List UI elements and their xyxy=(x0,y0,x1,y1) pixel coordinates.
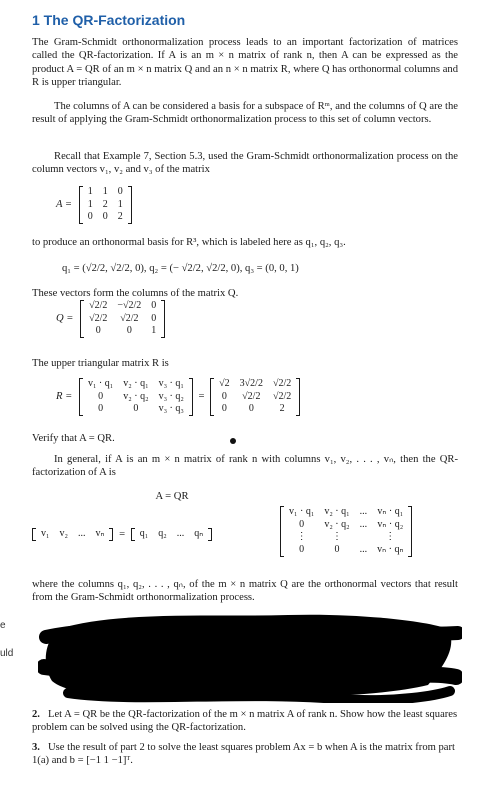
matrix-cell: −√2/2 xyxy=(117,300,142,311)
matrix-cell: 0 xyxy=(98,390,104,402)
intro-paragraph: The Gram-Schmidt orthonormalization process leads to an important factorization of matrices called the QR-factorization. If A is an m × n matrix of rank n, then A can be expressed as the product A = QR of an m × n matrix Q and an n × n matrix R, where Q has orthonormal columns and R is upper triangular. xyxy=(32,37,458,89)
matrix-cell: v₃ · q₁ xyxy=(158,378,184,389)
matrix-cell: q₁ xyxy=(139,528,149,540)
exercise-text: Use the result of part 2 to solve the least squares problem Ax = b when A is the matrix from part 1(a) and b = [−1 1 −1]ᵀ. xyxy=(32,742,455,767)
matrix-cell: v₂ · q₁ xyxy=(123,378,149,389)
matrix-cell: vₙ xyxy=(95,528,105,540)
matrix-cell: v₁ xyxy=(41,528,50,540)
equals-sign: = xyxy=(198,391,205,403)
matrix-cell: 0 xyxy=(98,403,104,415)
matrix-cell: 1 xyxy=(102,186,108,197)
matrix-cell: 0 xyxy=(95,325,101,337)
q-columns-paragraph: These vectors form the columns of the matrix Q. xyxy=(32,288,239,299)
matrix-cell: √2/2 xyxy=(272,378,292,389)
redaction-scribble xyxy=(38,607,462,703)
matrix-cell: √2/2 xyxy=(89,300,108,311)
exercise-text: Let A = QR be the QR-factorization of the m × n matrix A of rank n. Show how the least squares problem can be solved using the QR-factorization. xyxy=(32,709,458,734)
section-title: 1 The QR-Factorization xyxy=(32,12,186,28)
matrix-cell: vₙ · q₁ xyxy=(377,506,404,517)
matrix-r-numeric xyxy=(210,378,300,416)
general-equation: A = QR xyxy=(155,491,189,502)
equals-sign: = xyxy=(119,529,126,540)
matrix-cell: 1 xyxy=(151,325,157,337)
matrix-cell: ... xyxy=(359,506,368,517)
matrix-cell: 0 xyxy=(248,403,254,415)
matrix-cell: 0 xyxy=(221,390,227,402)
matrix-cell: qₙ xyxy=(194,528,204,540)
general-paragraph: In general, if A is an m × n matrix of rank n with columns v₁, v₂, . . . , vₙ, then the QR-factorization of A is xyxy=(32,454,458,479)
matrix-cell: 0 xyxy=(151,312,157,324)
matrix-cell: 2 xyxy=(102,198,108,210)
matrix-cell: √2/2 xyxy=(242,390,261,402)
matrix-r-label: R = xyxy=(56,391,73,403)
matrix-cell: 0 xyxy=(117,186,123,197)
side-fragment-uld: uld xyxy=(0,648,14,659)
matrix-cell: 2 xyxy=(117,211,123,223)
matrix-cell: 0 xyxy=(334,544,340,556)
side-fragment-e: e xyxy=(0,620,6,631)
matrix-cell: √2/2 xyxy=(120,312,139,324)
recall-paragraph: Recall that Example 7, Section 5.3, used the Gram-Schmidt orthonormalization process on the column vectors v₁, v₂ and v₃ of the matrix xyxy=(32,151,458,176)
matrix-cell: √2/2 xyxy=(272,390,292,402)
matrix-cell: q₂ xyxy=(158,528,167,540)
matrix-cell: v₂ · q₂ xyxy=(123,390,149,402)
matrix-cell: v₁ · q₁ xyxy=(289,506,315,517)
matrix-a-block xyxy=(56,186,132,224)
basis-paragraph: to produce an orthonormal basis for R³, which is labeled here as q₁, q₂, q₃. xyxy=(32,237,346,248)
exercise-number: 2. xyxy=(32,709,40,720)
matrix-cell: v₁ · q₁ xyxy=(87,378,114,389)
matrix-cell: √2 xyxy=(219,378,230,389)
matrix-cell: ⋮ xyxy=(296,531,307,543)
matrix-cell: 0 xyxy=(299,518,305,530)
matrix-cell: v₂ · q₂ xyxy=(324,518,350,530)
exercise-number: 3. xyxy=(32,742,40,753)
matrix-q-columns xyxy=(131,528,212,541)
matrix-cell: vₙ · q₂ xyxy=(377,518,404,530)
exercise-item-3 xyxy=(32,741,460,768)
matrix-cell: v₂ xyxy=(59,528,68,540)
matrix-cell: 0 xyxy=(87,211,93,223)
matrix-cell: 1 xyxy=(87,186,93,197)
matrix-cell: ... xyxy=(176,528,185,540)
matrix-cell: 2 xyxy=(279,403,285,415)
matrix-v-columns xyxy=(32,528,113,541)
matrix-cell: ⋮ xyxy=(331,531,342,543)
exercise-item-2 xyxy=(32,708,460,735)
matrix-a-label: A = xyxy=(56,199,73,211)
matrix-r-block xyxy=(56,378,300,416)
matrix-a xyxy=(79,186,132,224)
matrix-cell: 3√2/2 xyxy=(239,378,263,389)
matrix-cell: v₂ · q₁ xyxy=(324,506,350,517)
matrix-cell: v₃ · q₃ xyxy=(158,403,184,415)
matrix-cell: v₃ · q₂ xyxy=(158,390,184,402)
matrix-cell: 0 xyxy=(221,403,227,415)
matrix-cell: vₙ · qₙ xyxy=(377,544,404,556)
upper-triangular-paragraph: The upper triangular matrix R is xyxy=(32,358,169,369)
matrix-cell: ... xyxy=(359,518,368,530)
matrix-cell: 0 xyxy=(126,325,132,337)
general-factorization xyxy=(32,506,460,556)
matrix-cell: 0 xyxy=(299,544,305,556)
matrix-cell: 1 xyxy=(117,198,123,210)
matrix-cell: √2/2 xyxy=(89,312,108,324)
matrix-cell: ⋮ xyxy=(385,531,396,543)
matrix-r-symbolic xyxy=(79,378,193,416)
matrix-cell: 0 xyxy=(151,300,157,311)
verify-text: Verify that A = QR. xyxy=(32,433,115,444)
matrix-cell: 0 xyxy=(102,211,108,223)
matrix-q-block xyxy=(56,300,165,338)
columns-paragraph: The columns of A can be considered a basis for a subspace of Rᵐ, and the columns of Q are the result of applying the Gram-Schmidt orthonormalization process to this set of column vectors. xyxy=(32,101,458,126)
matrix-q-label: Q = xyxy=(56,313,74,325)
q-vectors-equation: q₁ = (√2/2, √2/2, 0), q₂ = (− √2/2, √2/2, 0), q₃ = (0, 0, 1) xyxy=(62,263,299,274)
matrix-cell: ... xyxy=(359,544,368,556)
matrix-q xyxy=(80,300,165,338)
matrix-cell xyxy=(355,531,373,544)
bullet-dot xyxy=(230,438,236,444)
matrix-cell: 0 xyxy=(133,403,139,415)
matrix-cell: ... xyxy=(78,528,86,540)
matrix-cell: 1 xyxy=(87,198,93,210)
matrix-r-general xyxy=(280,506,412,557)
where-paragraph: where the columns q₁, q₂, . . . , qₙ, of the m × n matrix Q are the orthonormal vectors that result from the Gram-Schmidt orthonormalization process. xyxy=(32,579,458,604)
